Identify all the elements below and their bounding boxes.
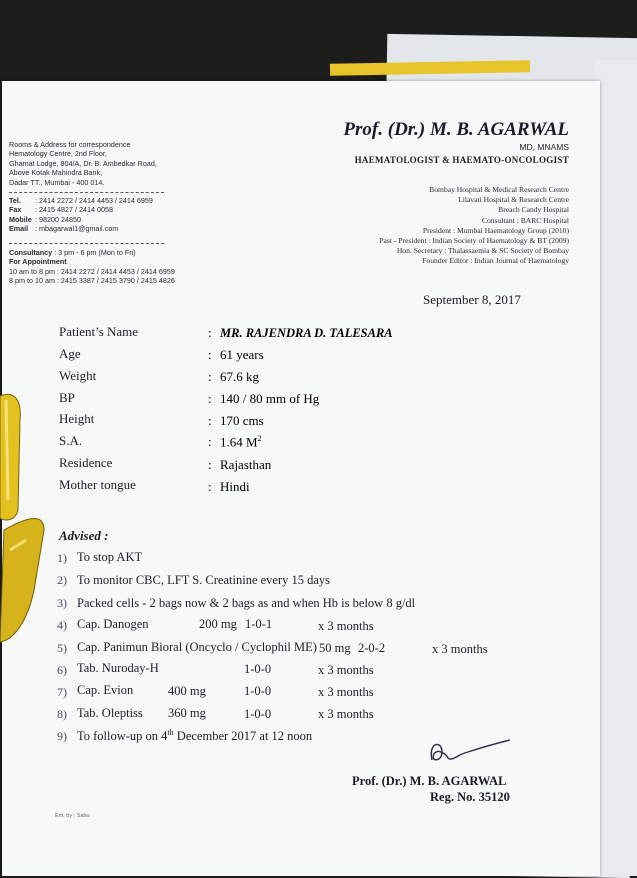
drug-duration: x 3 months (318, 685, 374, 699)
drug-frequency: 1-0-0 (244, 707, 272, 721)
colon: : (208, 391, 212, 406)
mother-tongue-value: Hindi (220, 479, 250, 494)
contact-block (9, 196, 153, 234)
affiliation-line: Consultant : BARC Hospital (481, 215, 569, 225)
drug-name: Cap. Danogen (77, 617, 149, 631)
drug-name: Cap. Panimun Bioral (Oncyclo / Cyclophil ME) (77, 640, 317, 654)
drug-dose: 50 mg (319, 641, 351, 655)
advice-number: 1) (57, 551, 67, 565)
drug-name: Tab. Nuroday-H (77, 661, 159, 675)
fax-value: : 2415 4827 / 2414 0058 (35, 205, 113, 215)
advice-number: 9) (57, 729, 67, 743)
tel-label: Tel. (9, 196, 21, 205)
advice-text: To monitor CBC, LFT S. Creatinine every 15 days (77, 573, 331, 587)
advice-number: 8) (57, 707, 67, 721)
drug-dose: 200 mg (199, 617, 237, 631)
patient-field-label: Weight (59, 368, 97, 383)
address-line: Rooms & Address for correspondence (9, 140, 131, 149)
patient-field-label: S.A. (59, 433, 83, 448)
patient-field-label: Height (59, 411, 95, 426)
colon: : (208, 479, 212, 494)
patient-field-label: Age (59, 346, 81, 361)
advice-text: To stop AKT (77, 550, 143, 564)
patient-field-label: Mother tongue (59, 477, 136, 492)
followup-prefix: To follow-up on 4 (77, 729, 168, 744)
followup-text (77, 728, 312, 744)
weight-value: 67.6 kg (220, 369, 259, 384)
appointment-label: For Appointment (9, 257, 67, 267)
affiliation-line: Past - President : Indian Society of Haematology & BT (2009) (379, 236, 569, 246)
drug-frequency: 2-0-2 (358, 641, 386, 655)
patient-field-label: Residence (59, 455, 113, 470)
address-block (9, 140, 157, 187)
colon: : (208, 325, 212, 340)
advised-heading: Advised : (59, 528, 109, 543)
drug-frequency: 1-0-0 (244, 684, 272, 698)
divider (9, 243, 164, 244)
drug-duration: x 3 months (432, 642, 488, 656)
drug-frequency: 1-0-1 (245, 617, 273, 631)
advice-number: 4) (57, 618, 67, 632)
drug-name: Tab. Oleptiss (77, 706, 143, 720)
surface-area-value (220, 434, 262, 450)
affiliation-line: Breach Candy Hospital (498, 205, 569, 215)
fax-label: Fax (9, 205, 22, 215)
address-line: Above Kotak Mahindra Bank, (9, 168, 103, 178)
address-line: Dadar TT., Mumbai - 400 014. (9, 177, 105, 187)
signature-scribble (418, 732, 538, 772)
mobile-label: Mobile (9, 214, 32, 224)
signature-name: Prof. (Dr.) M. B. AGARWAL (352, 774, 507, 788)
patient-field-label: BP (59, 390, 75, 405)
colon: : (208, 457, 212, 472)
appointment-line: 10 am to 8 pm : 2414 2272 / 2414 4453 / 2414 6959 (9, 266, 175, 276)
surface-area-number: 1.64 M (220, 434, 258, 450)
affiliation-line: Founder Editor : Indian Journal of Haematology (422, 256, 569, 266)
advice-number: 2) (57, 573, 67, 587)
doctor-name-heading: Prof. (Dr.) M. B. AGARWAL (343, 119, 569, 140)
advice-text: Packed cells - 2 bags now & 2 bags as and when Hb is below 8 g/dl (77, 596, 416, 610)
consultancy-label: Consultancy (9, 248, 53, 257)
doctor-degrees: MD, MNAMS (519, 142, 569, 152)
patient-name-value: MR. RAJENDRA D. TALESARA (220, 326, 393, 340)
advice-number: 3) (57, 596, 67, 610)
appointment-line: 8 pm to 10 am : 2415 3387 / 2415 3790 / 2415 4826 (9, 276, 175, 286)
email-value: : mbagarwal1@gmail.com (35, 224, 119, 234)
drug-duration: x 3 months (318, 707, 374, 721)
divider (9, 192, 164, 193)
bp-value: 140 / 80 mm of Hg (220, 391, 320, 406)
binder-clip (0, 390, 48, 650)
advice-number: 7) (57, 685, 67, 699)
drug-name: Cap. Evion (77, 683, 134, 697)
doctor-specialty: HAEMATOLOGIST & HAEMATO-ONCOLOGIST (354, 155, 569, 165)
registration-number: Reg. No. 35120 (430, 790, 510, 804)
drug-dose: 360 mg (168, 706, 206, 720)
advice-number: 6) (57, 663, 67, 677)
surface-area-superscript: 2 (257, 434, 262, 443)
affiliation-line: Hon. Secretary : Thalassaemia & SC Society of Bombay (396, 246, 569, 256)
drug-duration: x 3 months (318, 619, 374, 633)
height-value: 170 cms (220, 413, 264, 428)
advice-number: 5) (57, 641, 67, 655)
drug-frequency: 1-0-0 (244, 662, 272, 676)
colon: : (208, 434, 212, 449)
age-value: 61 years (220, 347, 264, 362)
followup-suffix: December 2017 at 12 noon (173, 729, 313, 744)
consultancy-block (9, 248, 175, 286)
colon: : (208, 347, 212, 362)
affiliations (379, 185, 569, 267)
residence-value: Rajasthan (220, 457, 272, 472)
affiliation-line: Bombay Hospital & Medical Research Centre (429, 185, 569, 194)
back-paper-edge (595, 60, 637, 876)
email-label: Email (9, 224, 29, 234)
address-line: Ghamat Lodge, 804/A, Dr. B. Ambedkar Road, (9, 158, 157, 168)
mobile-value: : 98200 24850 (35, 214, 81, 224)
drug-dose: 400 mg (168, 684, 206, 698)
affiliation-line: President : Mumbai Haematology Group (2010) (422, 225, 569, 235)
colon: : (208, 369, 212, 384)
address-line: Hematology Centre, 2nd Floor, (9, 149, 107, 159)
drug-duration: x 3 months (318, 663, 374, 677)
affiliation-line: Lilavati Hospital & Research Centre (458, 195, 569, 205)
tel-value: : 2414 2272 / 2414 4453 / 2414 6959 (35, 196, 153, 205)
colon: : (208, 413, 212, 428)
footer-note: Ent. by : Sabu (55, 813, 90, 819)
consultancy-value: : 3 pm - 6 pm (Mon to Fri) (54, 248, 136, 257)
prescription-date: September 8, 2017 (423, 292, 521, 307)
patient-field-label: Patient’s Name (59, 324, 139, 339)
followup-superscript: th (167, 728, 174, 737)
